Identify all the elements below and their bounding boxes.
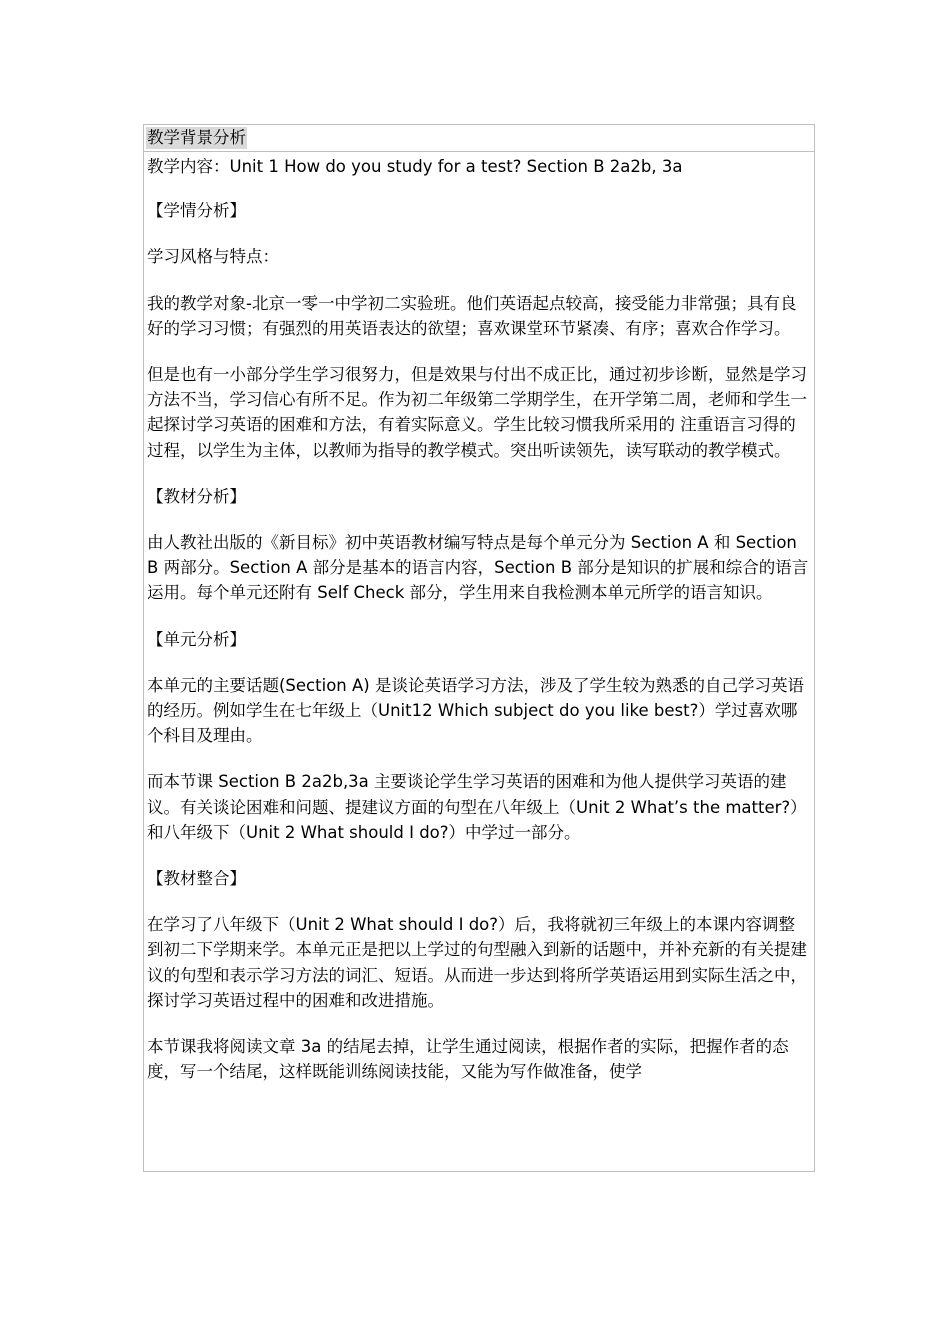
section-heading-textbook-integration: 【教材整合】 [147,869,246,889]
paragraph-lesson-plan: 本节课我将阅读文章 3a 的结尾去掉，让学生通过阅读，根据作者的实际，把握作者的态度，写一个结尾，这样既能训练阅读技能，又能为写作做准备，使学 [147,1037,789,1082]
table-content-cell [144,152,814,1084]
paragraph-integration: 在学习了八年级下（Unit 2 What should I do?）后，我将就初三年级上的本课内容调整到初二下学期来学。本单元正是把以上学过的句型融入到新的话题中，并补充新的有关提建议的句型和表示学习方法的词汇、短语。从而进一步达到将所学英语运用到实际生活之中， 探讨学习英语过程中的困难和改进措施。 [147,915,807,1010]
section-heading-textbook-analysis: 【教材分析】 [147,486,246,506]
teaching-content-line: 教学内容：Unit 1 How do you study for a test? Section B 2a2b, 3a [147,157,683,176]
document-table [143,124,815,1172]
paragraph-unit-topic: 本单元的主要话题(Section A) 是谈论英语学习方法，涉及了学生较为熟悉的自己学习英语的经历。例如学生在七年级上（Unit12 Which subject do you like best?）学过喜欢哪个科目及理由。 [147,675,804,746]
table-header-title: 教学背景分析 [147,128,246,147]
paragraph-students: 我的教学对象-北京一零一中学初二实验班。他们英语起点较高，接受能力非常强；具有良好的学习习惯；有强烈的用英语表达的欲望；喜欢课堂环节紧凑、有序；喜欢合作学习。 [147,293,797,338]
learning-style-title: 学习风格与特点： [147,247,279,267]
paragraph-textbook: 由人教社出版的《新目标》初中英语教材编写特点是每个单元分为 Section A 和 Section B 两部分。Section A 部分是基本的语言内容，Section B 部分是知识的扩展和综合的语言运用。每个单元还附有 Self Check 部分，学生用来自我检测本单元所学的语言知识。 [147,533,809,603]
table-header-row [144,125,814,152]
section-heading-student-analysis: 【学情分析】 [147,201,246,221]
section-heading-unit-analysis: 【单元分析】 [147,629,246,649]
paragraph-learning-issues: 但是也有一小部分学生学习很努力，但是效果与付出不成正比，通过初步诊断，显然是学习方法不当，学习信心有所不足。作为初二年级第二学期学生，在开学第二周，老师和学生一起探讨学习英语的困难和方法，有着实际意义。学生比较习惯我所采用的 注重语言习得的过程，以学生为主体，以教师为指导的教学模式。突出听读领先，读写联动的教学模式。 [147,365,807,460]
paragraph-lesson-focus: 而本节课 Section B 2a2b,3a 主要谈论学生学习英语的困难和为他人提供学习英语的建议。有关谈论困难和问题、提建议方面的句型在八年级上（Unit 2 What’s the matter?）和八年级下（Unit 2 What should I do?）中学过一部分。 [147,772,807,842]
